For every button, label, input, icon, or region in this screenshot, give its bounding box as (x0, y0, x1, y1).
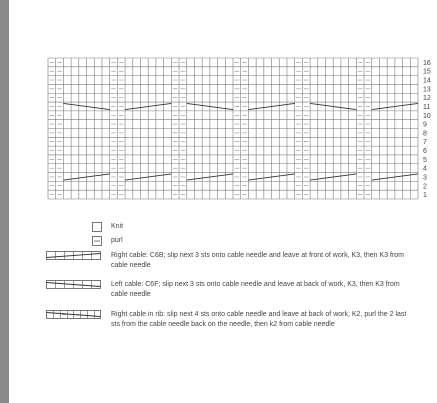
knit-square-icon (92, 222, 102, 232)
row-number-label: 13 (423, 86, 431, 94)
row-number-label: 9 (423, 121, 427, 129)
legend-text-left-cable: Left cable: C6F; slip next 3 sts onto cable needle and leave at back of work, K3, then K3 from cable needle (111, 281, 400, 298)
legend-text-purl: purl (111, 237, 123, 244)
row-number-label: 15 (423, 68, 431, 76)
purl-square-icon (92, 236, 102, 246)
row-number-label: 1 (423, 192, 427, 200)
row-number-label: 6 (423, 148, 427, 156)
row-number-label: 10 (423, 112, 431, 120)
left-cable-icon (46, 280, 102, 290)
row-number-label: 14 (423, 77, 431, 85)
row-number-label: 3 (423, 174, 427, 182)
legend-text-right-cable: Right cable: C6B; slip next 3 sts onto cable needle and leave at front of work, K3, then K3 from cable needle (111, 252, 404, 269)
row-number-label: 2 (423, 183, 427, 191)
row-number-label: 7 (423, 139, 427, 147)
legend-text-rib-cable: Right cable in rib: slip next 4 sts onto cable needle and leave at back of work, K2, purl the 2 last sts from the cable needle back on the needle, then k2 from cable needle (111, 311, 407, 328)
row-number-label: 8 (423, 130, 427, 138)
row-number-label: 5 (423, 156, 427, 164)
row-number-label: 12 (423, 95, 431, 103)
row-number-label: 4 (423, 165, 427, 173)
row-number-label: 11 (423, 103, 431, 111)
row-number-label: 16 (423, 59, 431, 67)
legend-text-knit: Knit (111, 223, 124, 230)
right-cable-icon (46, 251, 102, 261)
rib-cable-icon (46, 310, 102, 320)
